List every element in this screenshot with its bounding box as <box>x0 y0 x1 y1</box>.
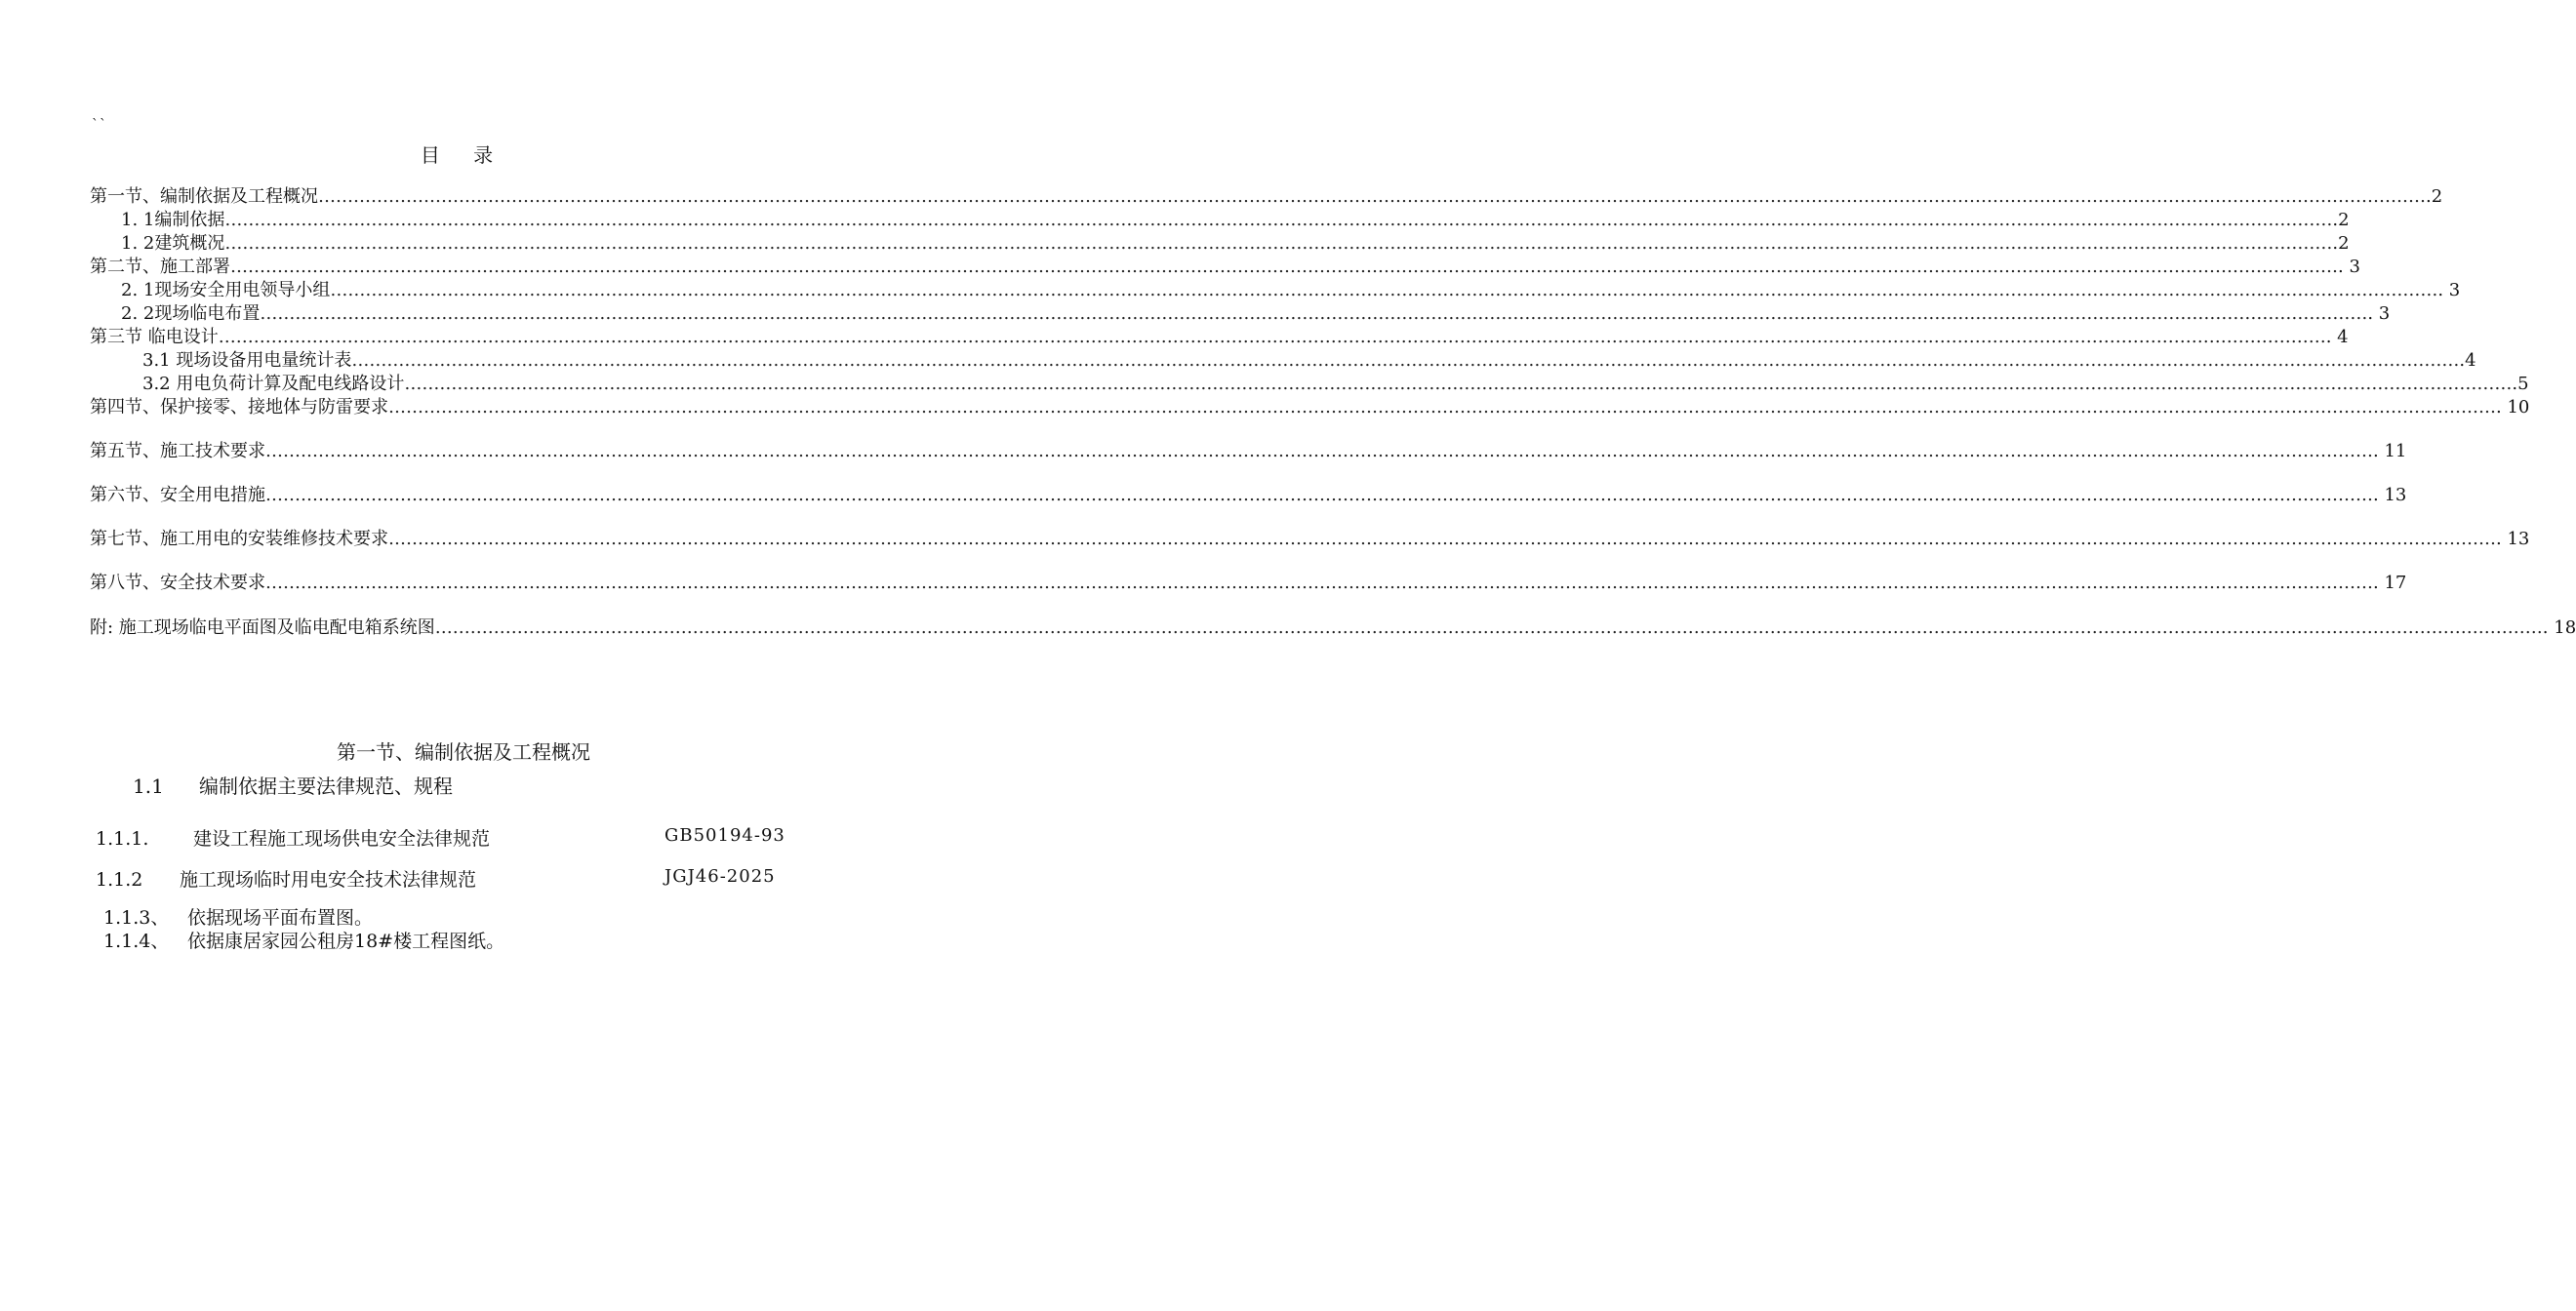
toc-leader: ……………………………………………………………………………………………………………………………………………………………………………………………………………………………………………………………………………………………………………………………… <box>260 303 2368 324</box>
reference-text: 建设工程施工现场供电安全法律规范 <box>193 828 491 850</box>
toc-entry[interactable] <box>90 616 2576 640</box>
reference-number: 1.1.3、 <box>103 907 170 929</box>
toc-entry-page: . 13 <box>2496 529 2530 549</box>
reference-number: 1.1.4、 <box>103 931 170 952</box>
sub-heading-number: 1.1 <box>133 775 164 798</box>
toc-entry-page: .2 <box>2332 210 2350 230</box>
reference-text: 依据现场平面布置图。 <box>187 907 374 929</box>
toc-leader: ……………………………………………………………………………………………………………………………………………………………………………………………………………………………………………………………………………………………………………………………… <box>218 327 2326 347</box>
toc-leader: ……………………………………………………………………………………………………………………………………………………………………………………………………………………………………………………………………………………………………………………………… <box>318 186 2426 207</box>
toc-entry[interactable] <box>142 373 2529 396</box>
toc-entry[interactable] <box>90 484 2407 507</box>
reference-item <box>96 824 490 851</box>
toc-entry[interactable] <box>90 326 2349 349</box>
reference-number: 1.1.2 <box>96 869 143 891</box>
reference-code: JGJ46-2025 <box>664 866 776 887</box>
toc-leader: ……………………………………………………………………………………………………………………………………………………………………………………………………………………………………………………………………………………………………………………………… <box>351 350 2460 371</box>
toc-entry-label: 附: 施工现场临电平面图及临电配电箱系统图 <box>90 617 435 638</box>
toc-entry-page: . 3 <box>2367 303 2391 324</box>
reference-text: 依据康居家园公租房18#楼工程图纸。 <box>187 931 505 952</box>
reference-item <box>96 865 476 892</box>
toc-title: 目 录 <box>420 143 507 167</box>
reference-item <box>103 903 373 930</box>
toc-entry-label: 2. 1现场安全用电领导小组 <box>121 280 331 300</box>
toc-entry[interactable] <box>90 528 2530 551</box>
toc-leader: ……………………………………………………………………………………………………………………………………………………………………………………………………………………………………………………………………………………………………………………………… <box>388 529 2496 549</box>
toc-entry[interactable] <box>121 232 2350 256</box>
toc-entry-page: .4 <box>2459 350 2476 371</box>
reference-code: GB50194-93 <box>664 825 785 846</box>
toc-entry[interactable] <box>121 302 2391 326</box>
reference-number: 1.1.1. <box>96 828 149 850</box>
toc-entry-label: 第三节 临电设计 <box>90 327 219 347</box>
toc-entry[interactable] <box>121 209 2350 232</box>
toc-entry-label: 第一节、编制依据及工程概况 <box>90 186 318 207</box>
reference-item <box>103 927 504 953</box>
toc-entry-label: 第五节、施工技术要求 <box>90 441 265 461</box>
section-title: 第一节、编制依据及工程概况 <box>337 740 590 764</box>
toc-entry[interactable] <box>121 279 2461 302</box>
toc-entry-label: 第八节、安全技术要求 <box>90 573 265 593</box>
toc-leader: ……………………………………………………………………………………………………………………………………………………………………………………………………………………………………………………………………………………………………………………………… <box>330 280 2438 300</box>
toc-entry-label: 3.1 现场设备用电量统计表 <box>142 350 352 371</box>
toc-leader: ……………………………………………………………………………………………………………………………………………………………………………………………………………………………………………………………………………………………………………………………… <box>265 573 2373 593</box>
toc-entry-page: . 13 <box>2373 485 2407 505</box>
toc-entry-label: 2. 2现场临电布置 <box>121 303 261 324</box>
top-mark: `` <box>92 117 107 133</box>
toc-leader: ……………………………………………………………………………………………………………………………………………………………………………………………………………………………………………………………………………………………………………………………… <box>404 374 2513 394</box>
reference-text: 施工现场临时用电安全技术法律规范 <box>180 869 477 891</box>
toc-leader: ……………………………………………………………………………………………………………………………………………………………………………………………………………………………………………………………………………………………………………………………… <box>230 257 2338 277</box>
toc-entry[interactable] <box>90 440 2407 463</box>
toc-leader: ……………………………………………………………………………………………………………………………………………………………………………………………………………………………………………………………………………………………………………………………… <box>434 617 2543 638</box>
toc-entry-page: . 3 <box>2338 257 2360 277</box>
toc-entry-label: 第四节、保护接零、接地体与防雷要求 <box>90 397 388 417</box>
toc-entry[interactable] <box>90 185 2443 209</box>
toc-entry-page: . 17 <box>2373 573 2407 593</box>
toc-entry[interactable] <box>90 256 2360 279</box>
toc-leader: ……………………………………………………………………………………………………………………………………………………………………………………………………………………………………………………………………………………………………………………………… <box>388 397 2496 417</box>
toc-entry-label: 第二节、施工部署 <box>90 257 230 277</box>
toc-entry-page: . 4 <box>2325 327 2349 347</box>
toc-entry-label: 第七节、施工用电的安装维修技术要求 <box>90 529 388 549</box>
toc-leader: ……………………………………………………………………………………………………………………………………………………………………………………………………………………………………………………………………………………………………………………………… <box>265 441 2373 461</box>
toc-leader: ……………………………………………………………………………………………………………………………………………………………………………………………………………………………………………………………………………………………………………………………… <box>224 210 2333 230</box>
toc-entry[interactable] <box>90 572 2407 595</box>
toc-entry-page: .5 <box>2512 374 2529 394</box>
sub-heading-title: 编制依据主要法律规范、规程 <box>199 775 453 798</box>
toc-leader: ……………………………………………………………………………………………………………………………………………………………………………………………………………………………………………………………………………………………………………………………… <box>265 485 2373 505</box>
toc-entry-label: 第六节、安全用电措施 <box>90 485 265 505</box>
toc-entry-page: .2 <box>2426 186 2443 207</box>
toc-entry-label: 1. 2建筑概况 <box>121 233 225 254</box>
toc-entry-label: 1. 1编制依据 <box>121 210 225 230</box>
toc-entry-label: 3.2 用电负荷计算及配电线路设计 <box>142 374 405 394</box>
toc-entry-page: .2 <box>2332 233 2350 254</box>
toc-entry[interactable] <box>142 349 2476 373</box>
toc-entry[interactable] <box>90 396 2530 419</box>
toc-entry-page: . 11 <box>2373 441 2407 461</box>
toc-entry-page: . 10 <box>2496 397 2530 417</box>
sub-heading <box>133 771 453 799</box>
toc-entry-page: . 18 <box>2542 617 2576 638</box>
toc-entry-page: . 3 <box>2437 280 2461 300</box>
toc-leader: ……………………………………………………………………………………………………………………………………………………………………………………………………………………………………………………………………………………………………………………………… <box>224 233 2333 254</box>
